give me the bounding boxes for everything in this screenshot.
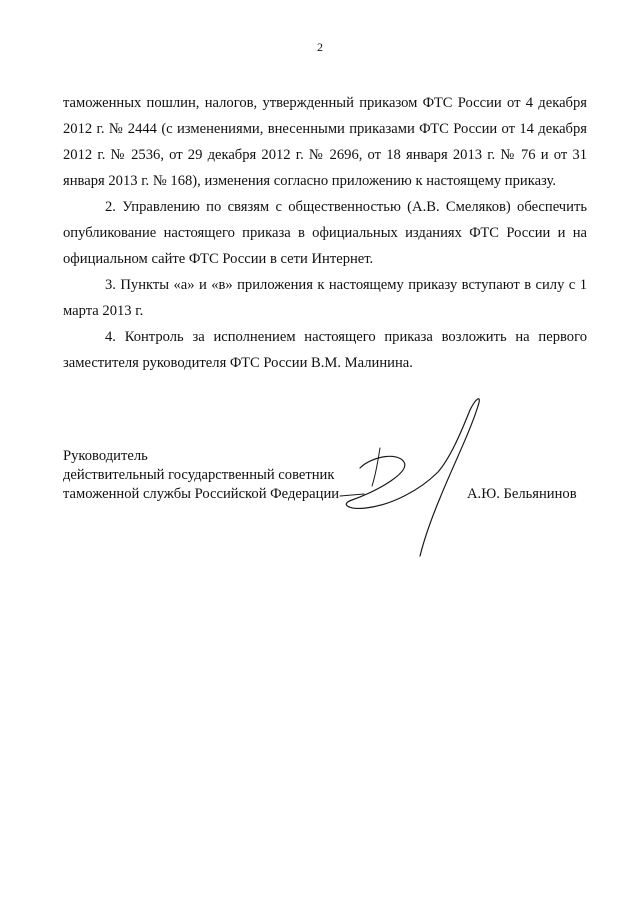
signer-rank-line2: таможенной службы Российской Федерации [63,486,340,502]
signer-name: А.Ю. Бельянинов [467,486,577,502]
handwritten-signature-icon [320,390,500,560]
signer-position: Руководитель [63,448,148,464]
signer-rank-line1: действительный государственный советник [63,467,335,483]
paragraph-item-3: 3. Пункты «а» и «в» приложения к настоящему приказу вступают в силу с 1 марта 2013 г. [63,277,587,319]
paragraph-continuation: таможенных пошлин, налогов, утвержденный приказом ФТС России от 4 декабря 2012 г. № 2444 (с изменениями, внесенными приказами ФТС России от 14 декабря 2012 г. № 2536, от 29 декабря 2012 г. № 2696, от 18 января 2013 г. № 76 и от 31 января 2013 г. № 168), изменения согласно приложению к настоящему приказу. [63,95,587,189]
page-number: 2 [317,40,323,54]
document-body [63,90,587,376]
paragraph-item-4: 4. Контроль за исполнением настоящего приказа возложить на первого заместителя руководителя ФТС России В.М. Малинина. [63,329,587,371]
paragraph-item-2: 2. Управлению по связям с общественностью (А.В. Смеляков) обеспечить опубликование настоящего приказа в официальных изданиях ФТС России и на официальном сайте ФТС России в сети Интернет. [63,199,587,267]
